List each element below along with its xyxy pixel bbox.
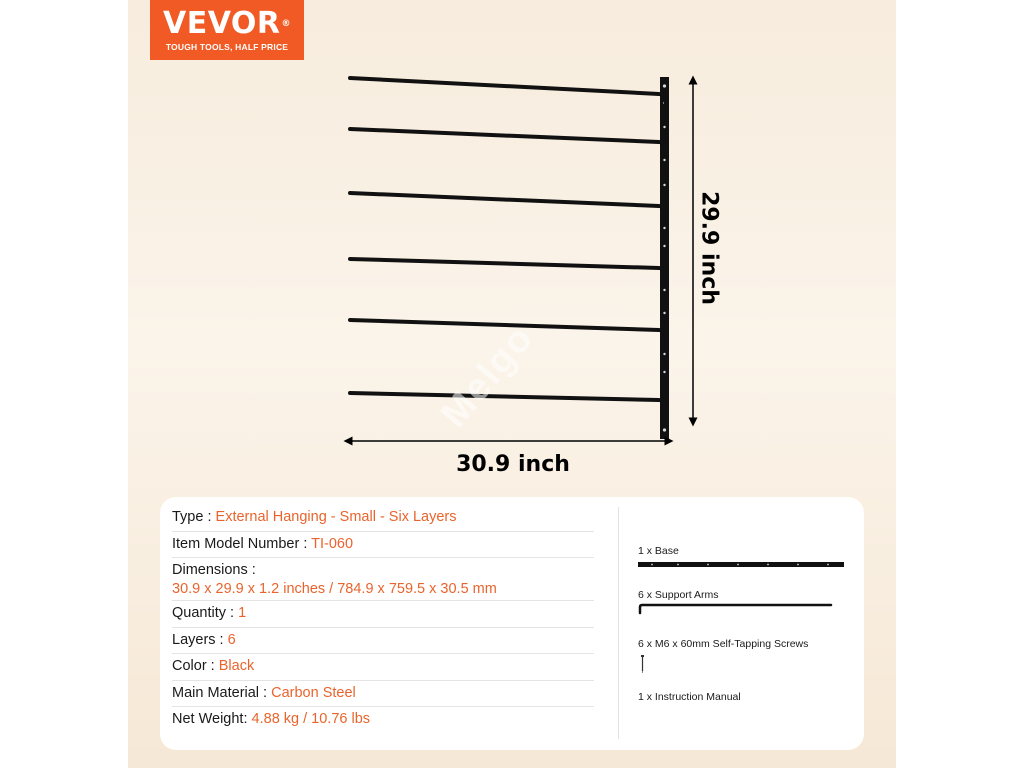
spec-value: TI-060 (311, 535, 354, 552)
support-arm-3 (350, 193, 666, 219)
spec-value: Carbon Steel (271, 684, 356, 701)
product-image (128, 0, 896, 768)
contents-item-manual: 1 x Instruction Manual (638, 691, 741, 703)
spec-row-material (172, 681, 594, 708)
contents-item-arms: 6 x Support Arms (638, 589, 719, 601)
spec-value: Black (218, 658, 255, 674)
support-arm-1 (350, 78, 666, 106)
spec-label: Color : (172, 658, 219, 674)
watermark: Melgo (432, 316, 543, 436)
spec-value: 6 (227, 631, 236, 648)
contents-item-base: 1 x Base (638, 545, 679, 557)
spec-value: 30.9 x 29.9 x 1.2 inches / 784.9 x 759.5 x 30.5 mm (172, 581, 497, 597)
wall-rack-drawing (128, 0, 896, 500)
spec-label: Type : (172, 509, 216, 525)
package-contents (638, 497, 858, 750)
brand-name: VEVOR® (162, 6, 291, 41)
support-arm-4 (350, 259, 666, 281)
spec-row-model (172, 532, 594, 559)
spec-row-quantity (172, 601, 594, 628)
spec-row-dimensions (172, 558, 594, 601)
spec-label: Quantity : (172, 605, 239, 621)
spec-value: External Hanging - Small - Six Layers (215, 509, 457, 525)
brand-tagline: TOUGH TOOLS, HALF PRICE (165, 42, 289, 52)
spec-row-weight (172, 707, 594, 733)
spec-card (160, 497, 864, 750)
spec-value: 4.88 kg / 10.76 lbs (251, 711, 371, 727)
spec-row-layers (172, 628, 594, 655)
support-arm-2 (350, 129, 666, 155)
spec-row-type (172, 505, 594, 532)
spec-label: Dimensions : (172, 562, 256, 578)
spec-label: Layers : (172, 631, 228, 648)
height-dimension-label: 29.9 inch (696, 191, 722, 305)
spec-label: Item Model Number : (172, 535, 312, 552)
support-arm-6 (350, 393, 666, 418)
width-dimension-label: 30.9 inch (456, 452, 570, 477)
support-arm-icon (638, 601, 838, 615)
base-rail (660, 77, 669, 439)
spec-value: 1 (238, 605, 247, 621)
base-rail-icon (638, 559, 848, 569)
spec-row-color (172, 654, 594, 681)
spec-label: Main Material : (172, 684, 272, 701)
spec-label: Net Weight: (172, 711, 252, 727)
screw-icon (638, 653, 648, 675)
contents-item-screws: 6 x M6 x 60mm Self-Tapping Screws (638, 638, 809, 650)
spec-list (172, 505, 594, 733)
card-divider (618, 507, 619, 739)
